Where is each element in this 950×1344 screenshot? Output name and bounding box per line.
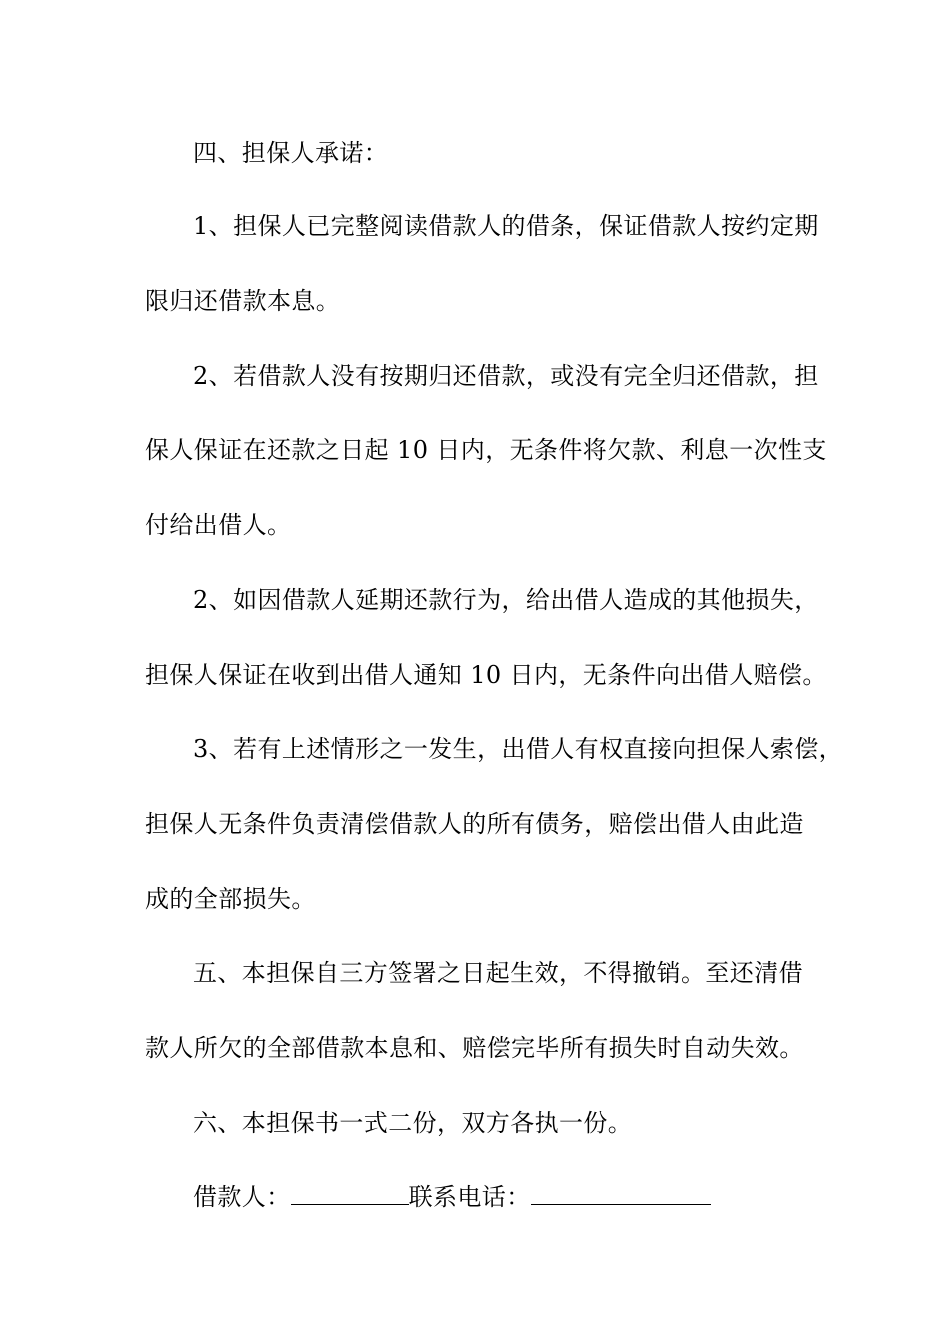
paragraph-line: 2、若借款人没有按期归还借款，或没有完全归还借款，担 xyxy=(193,362,819,390)
phone-blank-field[interactable] xyxy=(531,1182,711,1205)
phone-label: 联系电话： xyxy=(408,1183,531,1211)
paragraph-line: 款人所欠的全部借款本息和、赔偿完毕所有损失时自动失效。 xyxy=(145,1034,804,1062)
signature-line xyxy=(193,1182,711,1212)
borrower-blank-field[interactable] xyxy=(291,1182,409,1205)
paragraph-line: 限归还借款本息。 xyxy=(145,287,341,315)
section-heading-guarantor-promise: 四、担保人承诺： xyxy=(193,139,389,167)
paragraph-line: 1、担保人已完整阅读借款人的借条，保证借款人按约定期 xyxy=(193,212,819,240)
paragraph-line: 六、本担保书一式二份，双方各执一份。 xyxy=(193,1109,633,1137)
paragraph-line: 保人保证在还款之日起 10 日内，无条件将欠款、利息一次性支 xyxy=(145,436,827,464)
paragraph-line: 2、如因借款人延期还款行为，给出借人造成的其他损失， xyxy=(193,586,819,614)
paragraph-line: 担保人无条件负责清偿借款人的所有债务，赔偿出借人由此造 xyxy=(145,810,804,838)
paragraph-line: 3、若有上述情形之一发生，出借人有权直接向担保人索偿， xyxy=(193,735,844,763)
paragraph-line: 担保人保证在收到出借人通知 10 日内，无条件向出借人赔偿。 xyxy=(145,661,827,689)
paragraph-line: 成的全部损失。 xyxy=(145,885,316,913)
paragraph-line: 付给出借人。 xyxy=(145,511,292,539)
borrower-label: 借款人： xyxy=(193,1183,291,1211)
paragraph-line: 五、本担保自三方签署之日起生效，不得撤销。至还清借 xyxy=(193,959,803,987)
